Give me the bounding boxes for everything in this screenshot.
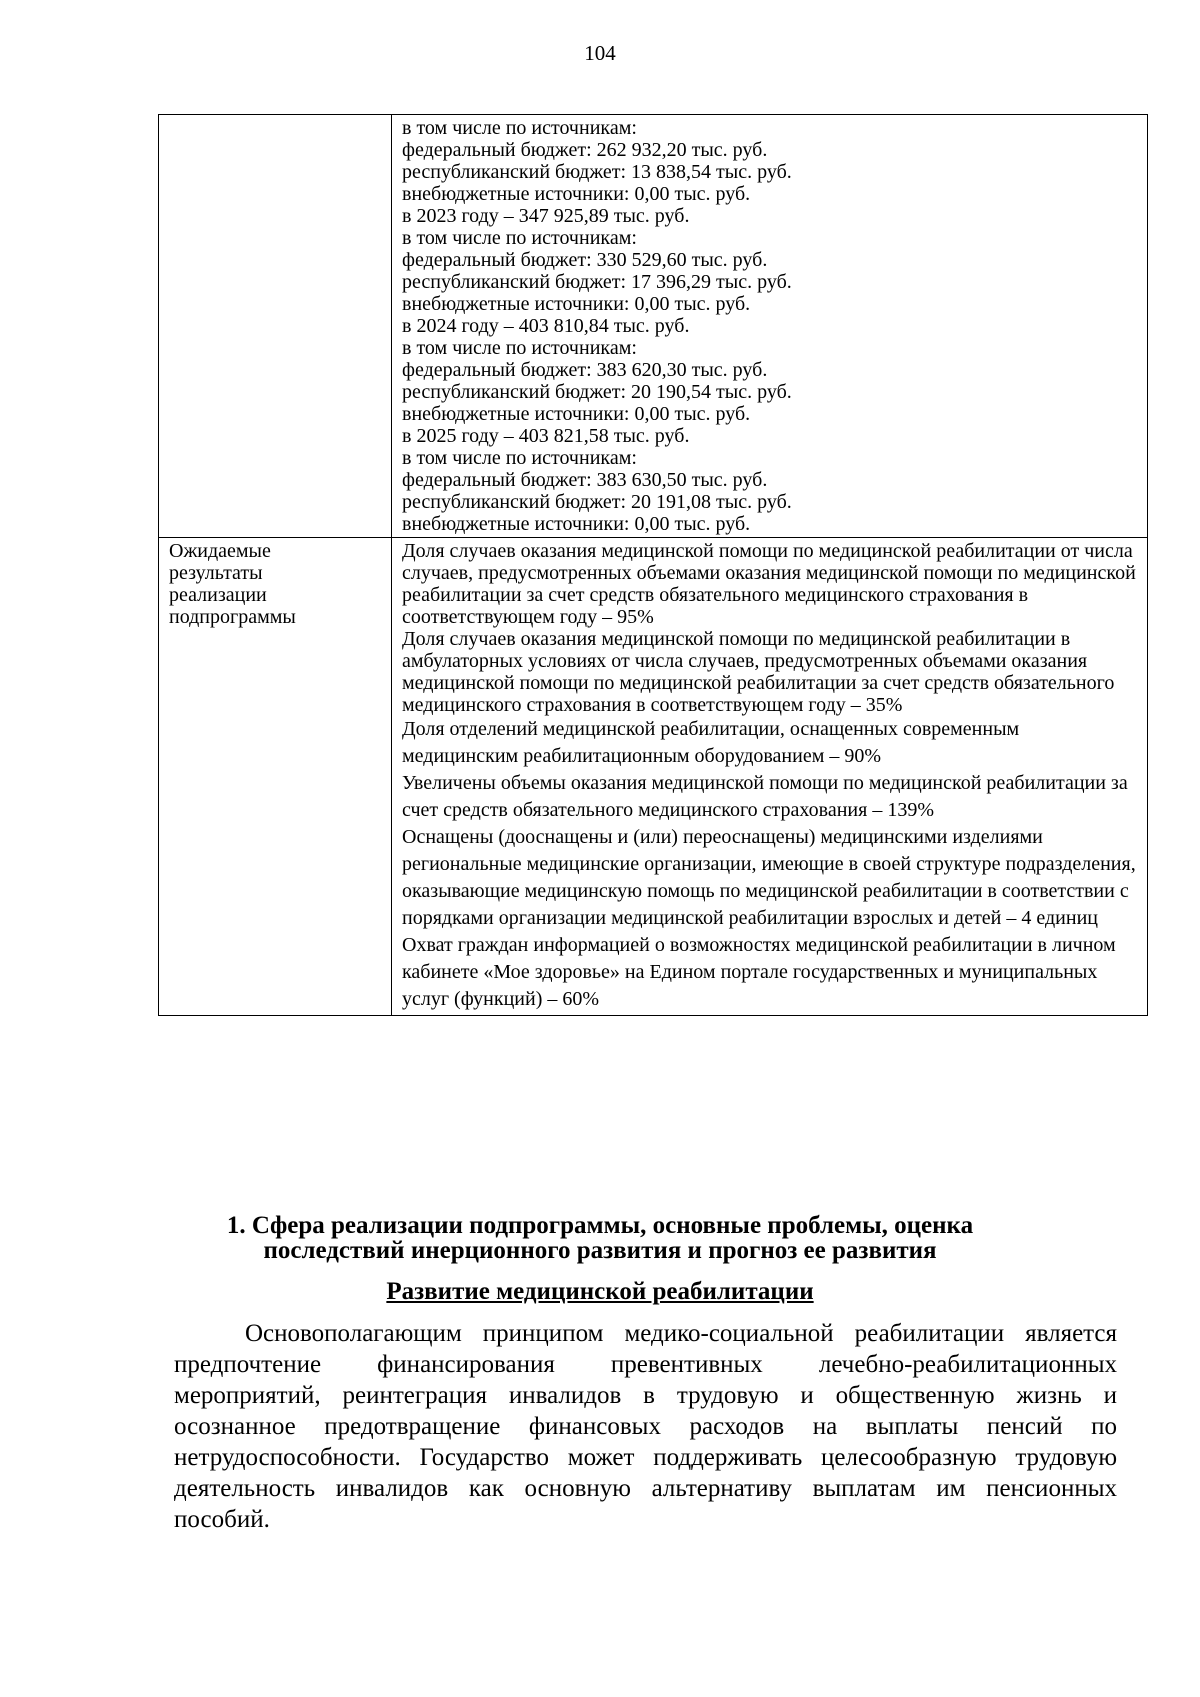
funding-line: республиканский бюджет: 13 838,54 тыс. руб. bbox=[402, 161, 792, 183]
funding-line: в 2025 году – 403 821,58 тыс. руб. bbox=[402, 425, 690, 447]
funding-cell bbox=[392, 115, 1148, 538]
funding-line: в 2024 году – 403 810,84 тыс. руб. bbox=[402, 315, 690, 337]
result-item: Оснащены (дооснащены и (или) переоснащены) медицинскими изделиями региональные медицинские организации, имеющие в своей структуре подразделения, оказывающие медицинскую помощь по медицинской реабилитации в соответствии с порядками организации медицинской реабилитации взрослых и детей – 4 единиц bbox=[402, 826, 1136, 929]
funding-line: внебюджетные источники: 0,00 тыс. руб. bbox=[402, 513, 751, 535]
funding-line: федеральный бюджет: 330 529,60 тыс. руб. bbox=[402, 249, 768, 271]
section-heading-line: 1. Сфера реализации подпрограммы, основные проблемы, оценка bbox=[226, 1212, 974, 1239]
results-label-line: результаты bbox=[169, 562, 263, 584]
subprogram-passport-table bbox=[158, 114, 1148, 1016]
funding-label-cell bbox=[159, 115, 392, 538]
funding-line: республиканский бюджет: 17 396,29 тыс. руб. bbox=[402, 271, 792, 293]
funding-line: республиканский бюджет: 20 190,54 тыс. руб. bbox=[402, 381, 792, 403]
section-heading bbox=[0, 1213, 1200, 1263]
funding-line: в том числе по источникам: bbox=[402, 117, 637, 139]
result-item: Увеличены объемы оказания медицинской помощи по медицинской реабилитации за счет средств обязательного медицинского страхования – 139% bbox=[402, 772, 1128, 821]
results-label-line: реализации bbox=[169, 584, 267, 606]
result-item: Доля отделений медицинской реабилитации, оснащенных современным медицинским реабилитационным оборудованием – 90% bbox=[402, 718, 1020, 767]
section-heading-line: последствий инерционного развития и прогноз ее развития bbox=[263, 1237, 937, 1264]
page-number: 104 bbox=[584, 41, 616, 65]
results-row bbox=[159, 538, 1148, 1016]
results-label-cell bbox=[159, 538, 392, 1016]
funding-line: внебюджетные источники: 0,00 тыс. руб. bbox=[402, 293, 751, 315]
funding-row bbox=[159, 115, 1148, 538]
funding-line: федеральный бюджет: 383 630,50 тыс. руб. bbox=[402, 469, 768, 491]
result-item: Доля случаев оказания медицинской помощи по медицинской реабилитации в амбулаторных условиях от числа случаев, предусмотренных объемами оказания медицинской помощи по медицинской реабилитации за счет средств обязательного медицинского страхования в соответствующем году – 35% bbox=[402, 628, 1115, 716]
funding-line: федеральный бюджет: 262 932,20 тыс. руб. bbox=[402, 139, 768, 161]
funding-line: внебюджетные источники: 0,00 тыс. руб. bbox=[402, 183, 751, 205]
results-label-line: подпрограммы bbox=[169, 606, 296, 628]
funding-line: внебюджетные источники: 0,00 тыс. руб. bbox=[402, 403, 751, 425]
results-cell bbox=[392, 538, 1148, 1016]
result-item: Доля случаев оказания медицинской помощи по медицинской реабилитации от числа случаев, предусмотренных объемами оказания медицинской помощи по медицинской реабилитации за счет средств обязательного медицинского страхования в соответствующем году – 95% bbox=[402, 540, 1136, 628]
funding-line: в том числе по источникам: bbox=[402, 447, 637, 469]
funding-line: республиканский бюджет: 20 191,08 тыс. руб. bbox=[402, 491, 792, 513]
subsection-title: Развитие медицинской реабилитации bbox=[386, 1278, 814, 1305]
result-item: Охват граждан информацией о возможностях медицинской реабилитации в личном кабинете «Мое здоровье» на Едином портале государственных и муниципальных услуг (функций) – 60% bbox=[402, 934, 1116, 1010]
funding-line: в 2023 году – 347 925,89 тыс. руб. bbox=[402, 205, 690, 227]
funding-line: в том числе по источникам: bbox=[402, 337, 637, 359]
body-paragraph: Основополагающим принципом медико-социальной реабилитации является предпочтение финансирования превентивных лечебно-реабилитационных мероприятий, реинтеграция инвалидов в трудовую и общественную жизнь и осознанное предотвращение финансовых расходов на выплаты пенсий по нетрудоспособности. Государство может поддерживать целесообразную трудовую деятельность инвалидов как основную альтернативу выплатам им пенсионных пособий. bbox=[174, 1320, 1117, 1533]
funding-line: в том числе по источникам: bbox=[402, 227, 637, 249]
results-label-line: Ожидаемые bbox=[169, 540, 271, 562]
funding-line: федеральный бюджет: 383 620,30 тыс. руб. bbox=[402, 359, 768, 381]
